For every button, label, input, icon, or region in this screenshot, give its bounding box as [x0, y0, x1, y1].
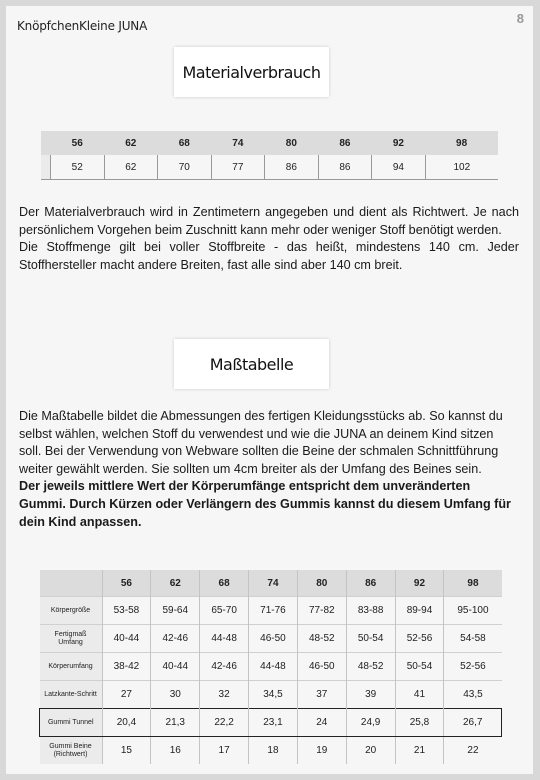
table-cell: 43,5	[444, 681, 502, 709]
table-cell: 20	[346, 737, 395, 765]
table-cell: 16	[151, 737, 200, 765]
table-cell: 48-52	[297, 625, 346, 653]
material-paragraph-2: Die Stoffmenge gilt bei voller Stoffbreite - das heißt, mindestens 140 cm. Jeder Stoffhersteller macht andere Breiten, fast alle sind aber 140 cm breit.	[19, 240, 519, 272]
material-size-header: 68	[158, 131, 212, 155]
table-row	[40, 653, 502, 681]
table-cell: 38-42	[102, 653, 151, 681]
highlighted-row	[40, 709, 502, 737]
size-column-header: 92	[395, 570, 444, 597]
table-cell: 48-52	[346, 653, 395, 681]
size-column-header: 86	[346, 570, 395, 597]
row-label: Gummi Tunnel	[40, 709, 103, 737]
material-header-row	[41, 131, 498, 155]
measurements-bold-paragraph: Der jeweils mittlere Wert der Körperumfänge entspricht dem unveränderten Gummi. Durch Kürzen oder Verlängern des Gummis kannst du diesem Umfang für dein Kind anpassen.	[19, 479, 511, 529]
table-cell: 22	[444, 737, 502, 765]
material-label-cell	[41, 155, 50, 180]
table-cell: 32	[200, 681, 249, 709]
material-description	[19, 204, 519, 274]
material-size-header: 92	[372, 131, 426, 155]
material-size-header: 86	[318, 131, 372, 155]
table-cell: 27	[102, 681, 151, 709]
table-cell: 53-58	[102, 597, 151, 625]
material-value-cell: 52	[50, 155, 104, 180]
table-row	[40, 737, 502, 765]
table-cell: 65-70	[200, 597, 249, 625]
material-value-cell: 94	[372, 155, 426, 180]
table-cell: 59-64	[151, 597, 200, 625]
row-label: Fertigmaß Umfang	[40, 625, 103, 653]
table-cell: 20,4	[102, 709, 151, 737]
measurements-description	[19, 408, 519, 531]
material-title: Materialverbrauch	[174, 47, 329, 97]
size-column-header: 56	[102, 570, 151, 597]
row-label: Gummi Beine (Richtwert)	[40, 737, 103, 765]
table-cell: 21,3	[151, 709, 200, 737]
table-cell: 71-76	[249, 597, 298, 625]
table-cell: 41	[395, 681, 444, 709]
table-cell: 25,8	[395, 709, 444, 737]
table-cell: 46-50	[249, 625, 298, 653]
size-column-header: 68	[200, 570, 249, 597]
table-cell: 50-54	[395, 653, 444, 681]
material-size-header: 74	[211, 131, 265, 155]
material-value-row	[41, 155, 498, 180]
table-cell: 30	[151, 681, 200, 709]
size-column-header: 74	[249, 570, 298, 597]
size-column-header: 62	[151, 570, 200, 597]
table-cell: 50-54	[346, 625, 395, 653]
table-cell: 42-46	[200, 653, 249, 681]
material-value-cell: 70	[158, 155, 212, 180]
row-label: Körperumfang	[40, 653, 103, 681]
table-cell: 39	[346, 681, 395, 709]
table-cell: 26,7	[444, 709, 502, 737]
table-cell: 40-44	[151, 653, 200, 681]
table-cell: 95-100	[444, 597, 502, 625]
material-paragraph-1: Der Materialverbrauch wird in Zentimetern angegeben und dient als Richtwert. Je nach persönlichem Vorgehen beim Zuschnitt kann mehr oder weniger Stoff benötigt werden.	[19, 205, 519, 237]
table-cell: 17	[200, 737, 249, 765]
table-cell: 18	[249, 737, 298, 765]
page-number: 8	[516, 11, 524, 26]
table-cell: 44-48	[249, 653, 298, 681]
table-cell: 24,9	[346, 709, 395, 737]
material-size-header: 98	[425, 131, 498, 155]
material-value-cell: 62	[104, 155, 158, 180]
size-column-header: 80	[297, 570, 346, 597]
table-cell: 83-88	[346, 597, 395, 625]
table-cell: 46-50	[297, 653, 346, 681]
material-value-cell: 77	[211, 155, 265, 180]
material-table	[41, 131, 498, 180]
table-cell: 19	[297, 737, 346, 765]
table-cell: 52-56	[444, 653, 502, 681]
measurements-title: Maßtabelle	[174, 339, 329, 389]
table-cell: 40-44	[102, 625, 151, 653]
size-table	[39, 570, 502, 764]
table-cell: 15	[102, 737, 151, 765]
material-size-header: 80	[265, 131, 319, 155]
table-cell: 21	[395, 737, 444, 765]
table-cell: 23,1	[249, 709, 298, 737]
table-cell: 77-82	[297, 597, 346, 625]
material-value-cell: 86	[318, 155, 372, 180]
table-cell: 24	[297, 709, 346, 737]
measurements-paragraph: Die Maßtabelle bildet die Abmessungen des fertigen Kleidungsstücks ab. So kannst du selbst wählen, welchen Stoff du verwendest und wie die JUNA an deinem Kind sitzen soll. Bei der Verwendung von Webware sollten die Beine der schmalen Schnittführung weiter gewählt werden. Sie sollten um 4cm breiter als der Umfang des Beines sein.	[19, 409, 503, 476]
table-row	[40, 681, 502, 709]
material-value-cell: 86	[265, 155, 319, 180]
table-cell: 42-46	[151, 625, 200, 653]
table-cell: 22,2	[200, 709, 249, 737]
size-header-row	[40, 570, 502, 597]
row-label: Latzkante-Schritt	[40, 681, 103, 709]
table-cell: 52-56	[395, 625, 444, 653]
material-size-header: 62	[104, 131, 158, 155]
size-corner-cell	[40, 570, 103, 597]
table-cell: 89-94	[395, 597, 444, 625]
brand-title: KnöpfchenKleine JUNA	[17, 19, 148, 33]
row-label: Körpergröße	[40, 597, 103, 625]
size-column-header: 98	[444, 570, 502, 597]
table-cell: 44-48	[200, 625, 249, 653]
table-cell: 34,5	[249, 681, 298, 709]
material-corner-cell	[41, 131, 50, 155]
table-row	[40, 597, 502, 625]
material-value-cell: 102	[425, 155, 498, 180]
table-cell: 54-58	[444, 625, 502, 653]
material-size-header: 56	[50, 131, 104, 155]
table-cell: 37	[297, 681, 346, 709]
table-row	[40, 625, 502, 653]
document-page	[6, 6, 533, 774]
